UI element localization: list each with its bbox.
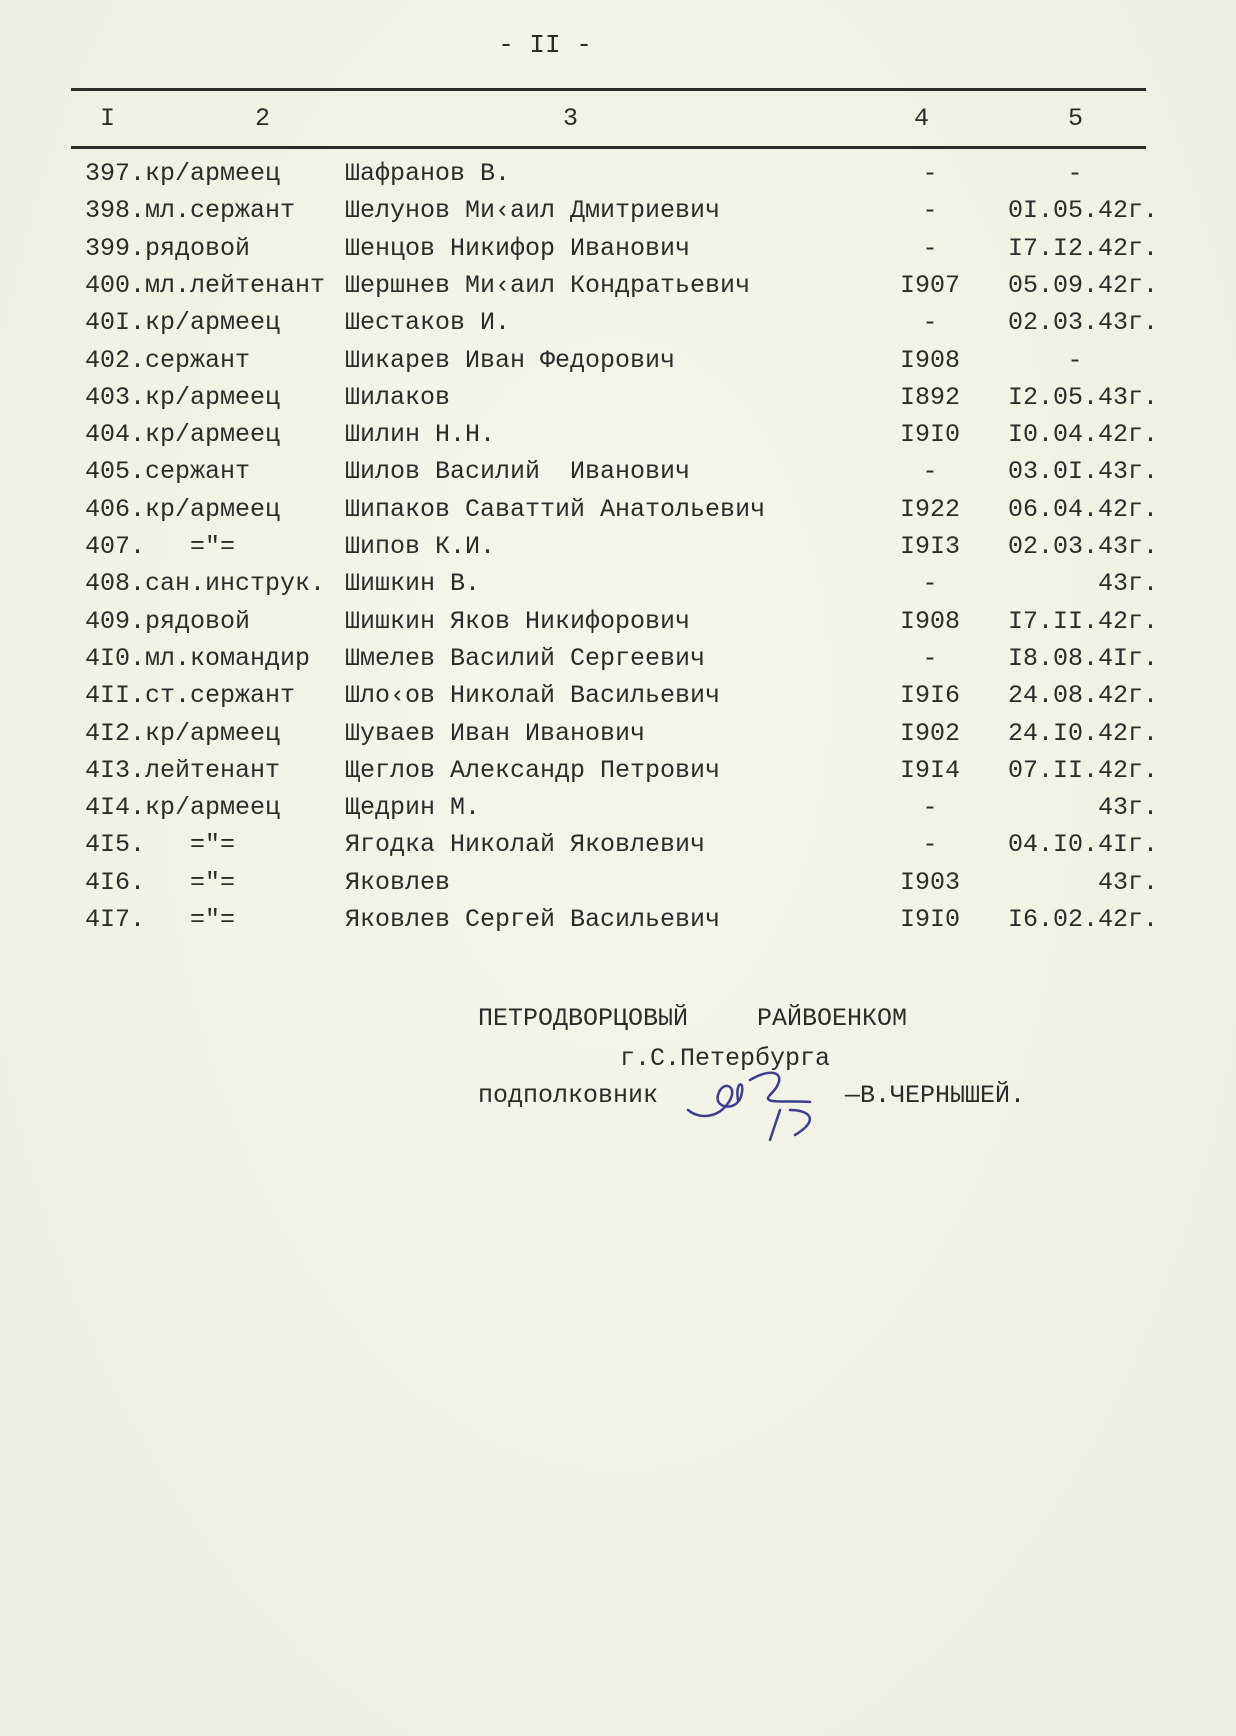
full-name: Яковлев [345,867,451,897]
number-rank: 407. ="= [85,532,236,561]
table-top-rule [71,88,1146,91]
number-rank: 4I7. ="= [85,905,236,934]
signature-org: ПЕТРОДВОРЦОВЫЙ [478,1004,689,1033]
birth-year: I9I6 [899,681,960,711]
number-rank: 4I6. ="= [85,867,236,897]
number-rank: 4II.ст.сержант [85,681,296,711]
date: 43г. [1097,569,1158,599]
date: 04.I0.4Iг. [1007,830,1158,860]
table-row [0,416,1236,453]
full-name: Шенцов Никифор Иванович [345,233,691,263]
number-rank: 4I4.кр/армеец [85,793,281,823]
number-rank: 400.мл.лейтенант [85,270,326,300]
column-header-3: 3 [563,104,579,133]
date: 43г. [1097,867,1158,897]
full-name: Шершнев Ми‹аил Кондратьевич [345,270,751,300]
full-name: Щедрин М. [345,793,481,823]
signature-city: г.С.Петербурга [620,1044,831,1073]
date: - [1067,345,1083,375]
birth-year: I9I0 [899,905,960,934]
date: 43г. [1097,793,1158,823]
full-name: Шло‹ов Николай Васильевич [345,681,721,711]
column-header-5: 5 [1068,104,1084,133]
birth-year: I907 [899,270,960,300]
column-header-2: 2 [255,104,271,133]
table-row [0,342,1236,379]
number-rank: 399.рядовой [85,233,251,263]
date: I6.02.42г. [1007,905,1158,934]
full-name: Шилин Н.Н. [345,420,496,450]
birth-year: I908 [899,345,960,375]
number-rank: 409.рядовой [85,606,251,636]
date: I7.I2.42г. [1007,233,1158,263]
full-name: Шишкин В. [345,569,481,599]
table-row [0,528,1236,565]
table-row [0,230,1236,267]
date: 02.03.43г. [1007,308,1158,338]
birth-year: I9I3 [899,532,960,561]
table-row [0,379,1236,416]
birth-year: I922 [899,494,960,524]
birth-year: I9I0 [899,420,960,450]
table-row [0,715,1236,752]
birth-year: I902 [899,718,960,748]
date: 24.08.42г. [1007,681,1158,711]
date: I0.04.42г. [1007,420,1158,450]
table-row [0,453,1236,490]
full-name: Шелунов Ми‹аил Дмитриевич [345,196,721,226]
full-name: Шуваев Иван Иванович [345,718,646,748]
table-row [0,640,1236,677]
table-row [0,565,1236,602]
full-name: Шипаков Саваттий Анатольевич [345,494,766,524]
number-rank: 4I0.мл.командир [85,643,311,673]
date: I8.08.4Iг. [1007,643,1158,673]
number-rank: 405.сержант [85,457,251,487]
table-row [0,901,1236,938]
column-header-1: I [100,104,116,133]
number-rank: 397.кр/армеец [85,159,281,188]
full-name: Шипов К.И. [345,532,496,561]
full-name: Ягодка Николай Яковлевич [345,830,706,860]
table-row [0,491,1236,528]
number-rank: 4I2.кр/армеец [85,718,281,748]
birth-year: I9I4 [899,755,960,785]
full-name: Шафранов В. [345,159,511,188]
number-rank: 402.сержант [85,345,251,375]
full-name: Шестаков И. [345,308,511,338]
handwritten-signature [680,1040,850,1150]
table-row [0,677,1236,714]
date: 03.0I.43г. [1007,457,1158,487]
birth-year: - [922,569,938,599]
table-row [0,304,1236,341]
full-name: Шишкин Яков Никифорович [345,606,691,636]
table-header-rule [71,146,1146,149]
date: 05.09.42г. [1007,270,1158,300]
table-row [0,192,1236,229]
number-rank: 4I3.лейтенант [85,755,281,785]
number-rank: 404.кр/армеец [85,420,281,450]
date: 07.II.42г. [1007,755,1158,785]
birth-year: - [922,159,938,188]
table-row [0,603,1236,640]
signature-name: —В.ЧЕРНЫШЕЙ. [845,1081,1026,1110]
number-rank: 40I.кр/армеец [85,308,281,338]
birth-year: - [922,457,938,487]
full-name: Шикарев Иван Федорович [345,345,676,375]
birth-year: I903 [899,867,960,897]
column-header-4: 4 [914,104,930,133]
table-row [0,155,1236,192]
number-rank: 406.кр/армеец [85,494,281,524]
date: I7.II.42г. [1007,606,1158,636]
page-number: - II - [498,30,592,60]
birth-year: I892 [899,382,960,412]
birth-year: I908 [899,606,960,636]
signature-org2: РАЙВОЕНКОМ [757,1004,908,1033]
number-rank: 408.сан.инструк. [85,569,326,599]
date: 24.I0.42г. [1007,718,1158,748]
date: 06.04.42г. [1007,494,1158,524]
full-name: Шмелев Василий Сергеевич [345,643,706,673]
birth-year: - [922,830,938,860]
birth-year: - [922,233,938,263]
date: 0I.05.42г. [1007,196,1158,226]
date: 02.03.43г. [1007,532,1158,561]
table-row [0,864,1236,901]
table-row [0,752,1236,789]
birth-year: - [922,793,938,823]
table-row [0,267,1236,304]
birth-year: - [922,643,938,673]
date: I2.05.43г. [1007,382,1158,412]
number-rank: 4I5. ="= [85,830,236,860]
birth-year: - [922,196,938,226]
birth-year: - [922,308,938,338]
full-name: Яковлев Сергей Васильевич [345,905,721,934]
full-name: Щеглов Александр Петрович [345,755,721,785]
table-row [0,826,1236,863]
full-name: Шилаков [345,382,451,412]
number-rank: 403.кр/армеец [85,382,281,412]
table-row [0,789,1236,826]
full-name: Шилов Василий Иванович [345,457,691,487]
number-rank: 398.мл.сержант [85,196,296,226]
date: - [1067,159,1083,188]
signature-rank: подполковник [478,1081,659,1110]
